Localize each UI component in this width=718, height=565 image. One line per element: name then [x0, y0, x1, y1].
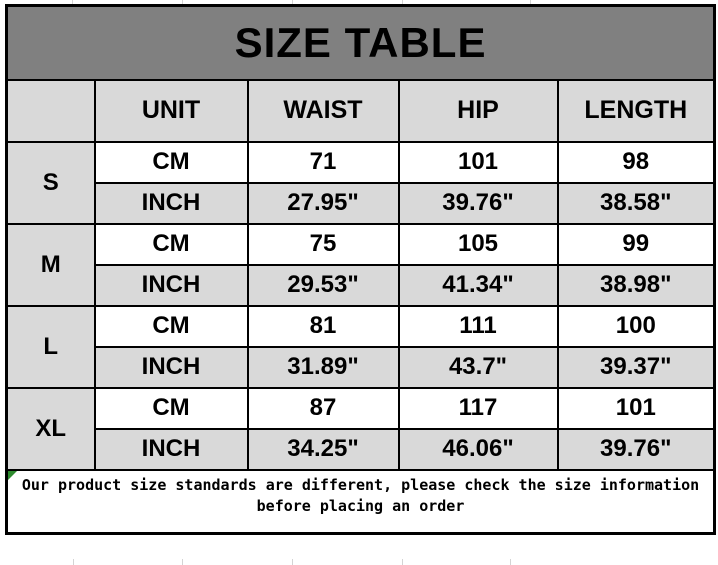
unit-inch-label: INCH — [95, 429, 248, 470]
note-text: Our product size standards are different, please check the size information before placing an order — [21, 475, 700, 516]
xl-waist-inch: 34.25" — [248, 429, 399, 470]
gridline-tick — [292, 559, 293, 565]
l-length-cm: 100 — [558, 306, 715, 347]
s-length-inch: 38.58" — [558, 183, 715, 224]
m-hip-cm: 105 — [399, 224, 558, 265]
unit-inch-label: INCH — [95, 183, 248, 224]
l-waist-inch: 31.89" — [248, 347, 399, 388]
cell-flag-icon — [8, 471, 17, 480]
gridline-tick — [73, 559, 74, 565]
xl-length-inch: 39.76" — [558, 429, 715, 470]
gridline-tick — [402, 559, 403, 565]
column-header-length: LENGTH — [558, 80, 715, 142]
size-label-m: M — [7, 224, 95, 306]
m-length-cm: 99 — [558, 224, 715, 265]
gridline-tick — [182, 559, 183, 565]
xl-waist-cm: 87 — [248, 388, 399, 429]
table-row — [7, 265, 715, 306]
note-row — [7, 470, 715, 534]
l-length-inch: 39.37" — [558, 347, 715, 388]
note-cell — [7, 470, 715, 534]
table-row — [7, 306, 715, 347]
size-label-xl: XL — [7, 388, 95, 470]
column-header-waist: WAIST — [248, 80, 399, 142]
size-label-l: L — [7, 306, 95, 388]
unit-cm-label: CM — [95, 224, 248, 265]
table-row — [7, 183, 715, 224]
table-title: SIZE TABLE — [7, 6, 715, 80]
l-waist-cm: 81 — [248, 306, 399, 347]
table-row — [7, 142, 715, 183]
gridline-tick — [510, 559, 511, 565]
unit-inch-label: INCH — [95, 347, 248, 388]
s-length-cm: 98 — [558, 142, 715, 183]
table-row — [7, 429, 715, 470]
table-row — [7, 388, 715, 429]
size-label-s: S — [7, 142, 95, 224]
s-waist-cm: 71 — [248, 142, 399, 183]
m-hip-inch: 41.34" — [399, 265, 558, 306]
title-row — [7, 6, 715, 80]
table-row — [7, 347, 715, 388]
unit-cm-label: CM — [95, 388, 248, 429]
size-table — [5, 4, 716, 535]
unit-inch-label: INCH — [95, 265, 248, 306]
header-row — [7, 80, 715, 142]
column-header-unit: UNIT — [95, 80, 248, 142]
column-header-hip: HIP — [399, 80, 558, 142]
unit-cm-label: CM — [95, 142, 248, 183]
xl-hip-cm: 117 — [399, 388, 558, 429]
l-hip-inch: 43.7" — [399, 347, 558, 388]
s-hip-cm: 101 — [399, 142, 558, 183]
l-hip-cm: 111 — [399, 306, 558, 347]
xl-hip-inch: 46.06" — [399, 429, 558, 470]
diagonal-corner-cell — [7, 80, 95, 142]
m-waist-inch: 29.53" — [248, 265, 399, 306]
m-waist-cm: 75 — [248, 224, 399, 265]
m-length-inch: 38.98" — [558, 265, 715, 306]
xl-length-cm: 101 — [558, 388, 715, 429]
table-row — [7, 224, 715, 265]
s-hip-inch: 39.76" — [399, 183, 558, 224]
s-waist-inch: 27.95" — [248, 183, 399, 224]
unit-cm-label: CM — [95, 306, 248, 347]
